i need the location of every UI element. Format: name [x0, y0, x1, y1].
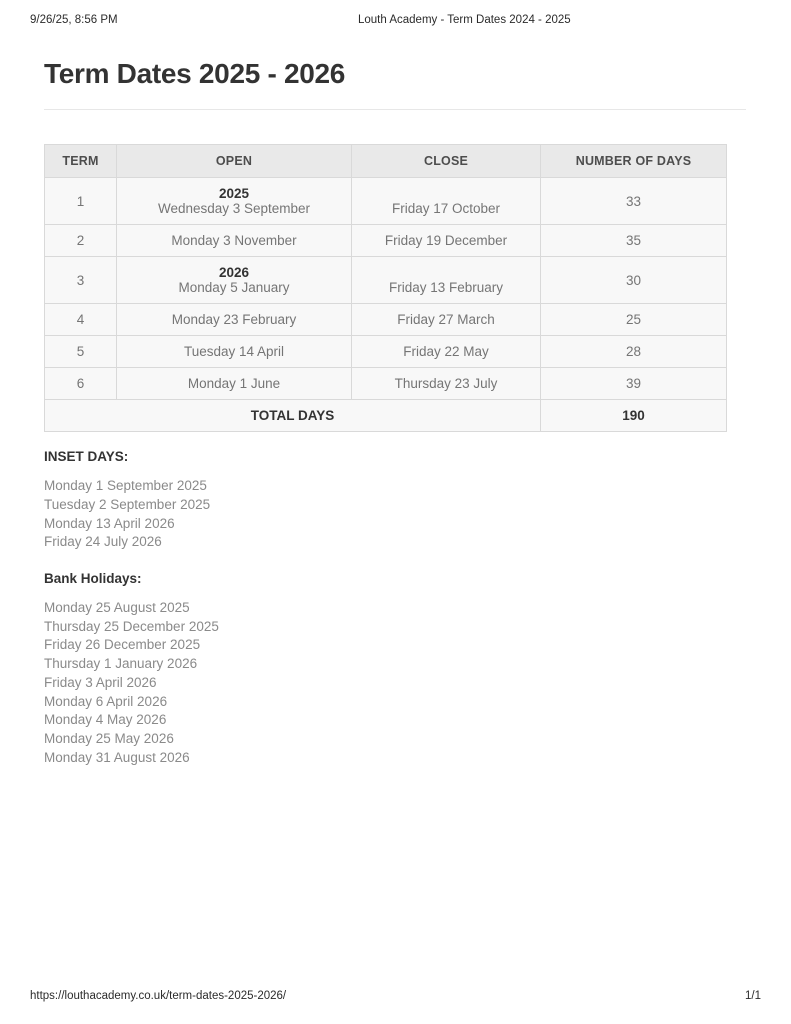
open-cell: [117, 178, 352, 225]
inset-day-item: Monday 13 April 2026: [44, 515, 175, 531]
bank-holiday-item: Thursday 1 January 2026: [44, 656, 198, 672]
total-days-value: 190: [541, 400, 727, 432]
inset-days-heading: INSET DAYS:: [44, 449, 129, 465]
column-header-open: OPEN: [117, 145, 352, 178]
open-cell: [117, 304, 352, 336]
term-row: [45, 257, 727, 304]
open-year: 2025: [218, 186, 250, 202]
open-cell: [117, 336, 352, 368]
close-cell: Friday 19 December: [352, 225, 541, 257]
days-cell: 33: [541, 178, 727, 225]
days-cell: 25: [541, 304, 727, 336]
title-divider: [44, 109, 746, 110]
term-cell: 3: [45, 257, 117, 304]
total-days-label: TOTAL DAYS: [45, 400, 541, 432]
open-date: Wednesday 3 September: [157, 201, 311, 217]
close-cell: Friday 22 May: [352, 336, 541, 368]
bank-holiday-item: Friday 3 April 2026: [44, 674, 157, 690]
term-cell: 5: [45, 336, 117, 368]
open-cell: [117, 225, 352, 257]
bank-holiday-item: Monday 25 August 2025: [44, 600, 190, 615]
open-date: Monday 1 June: [187, 376, 281, 392]
bank-holiday-item: Friday 26 December 2025: [44, 637, 201, 653]
open-date: Monday 3 November: [171, 233, 297, 249]
total-row: [45, 400, 727, 432]
column-header-close: CLOSE: [352, 145, 541, 178]
term-cell: 6: [45, 368, 117, 400]
print-doc-title: Louth Academy - Term Dates 2024 - 2025: [358, 14, 571, 26]
days-cell: 30: [541, 257, 727, 304]
print-footer: [30, 990, 761, 1002]
term-row: [45, 225, 727, 257]
term-cell: 1: [45, 178, 117, 225]
page-content: [44, 58, 746, 767]
open-cell: [117, 368, 352, 400]
bank-holiday-item: Monday 25 May 2026: [44, 730, 174, 746]
inset-day-item: Friday 24 July 2026: [44, 534, 162, 550]
term-row: [45, 178, 727, 225]
close-cell: Friday 17 October: [352, 178, 541, 225]
bank-holidays-list: [44, 599, 746, 767]
open-year: 2026: [218, 265, 250, 281]
open-date: Monday 23 February: [171, 312, 297, 328]
inset-days-list: [44, 477, 746, 552]
column-header-term: TERM: [45, 145, 117, 178]
bank-holiday-item: Monday 6 April 2026: [44, 693, 168, 709]
days-cell: 28: [541, 336, 727, 368]
close-cell: Friday 13 February: [352, 257, 541, 304]
print-page-number: 1/1: [745, 990, 761, 1002]
days-cell: 39: [541, 368, 727, 400]
inset-day-item: Monday 1 September 2025: [44, 478, 207, 494]
bank-holidays-heading: Bank Holidays:: [44, 571, 142, 586]
open-cell: [117, 257, 352, 304]
bank-holiday-item: Thursday 25 December 2025: [44, 618, 219, 634]
print-header: [0, 14, 791, 30]
term-row: [45, 336, 727, 368]
print-url: https://louthacademy.co.uk/term-dates-2025-2026/: [30, 990, 287, 1002]
table-header-row: [45, 145, 727, 178]
term-cell: 2: [45, 225, 117, 257]
term-row: [45, 304, 727, 336]
bank-holiday-item: Monday 4 May 2026: [44, 712, 167, 728]
close-cell: Friday 27 March: [352, 304, 541, 336]
column-header-number-of-days: NUMBER OF DAYS: [541, 145, 727, 178]
open-date: Monday 5 January: [178, 280, 290, 296]
page-title: Term Dates 2025 - 2026: [44, 58, 346, 89]
term-dates-table: [44, 144, 727, 432]
open-date: Tuesday 14 April: [183, 344, 285, 360]
bank-holiday-item: Monday 31 August 2026: [44, 749, 190, 765]
term-row: [45, 368, 727, 400]
inset-day-item: Tuesday 2 September 2025: [44, 496, 211, 512]
term-cell: 4: [45, 304, 117, 336]
close-cell: Thursday 23 July: [352, 368, 541, 400]
print-datetime: 9/26/25, 8:56 PM: [30, 14, 118, 26]
days-cell: 35: [541, 225, 727, 257]
